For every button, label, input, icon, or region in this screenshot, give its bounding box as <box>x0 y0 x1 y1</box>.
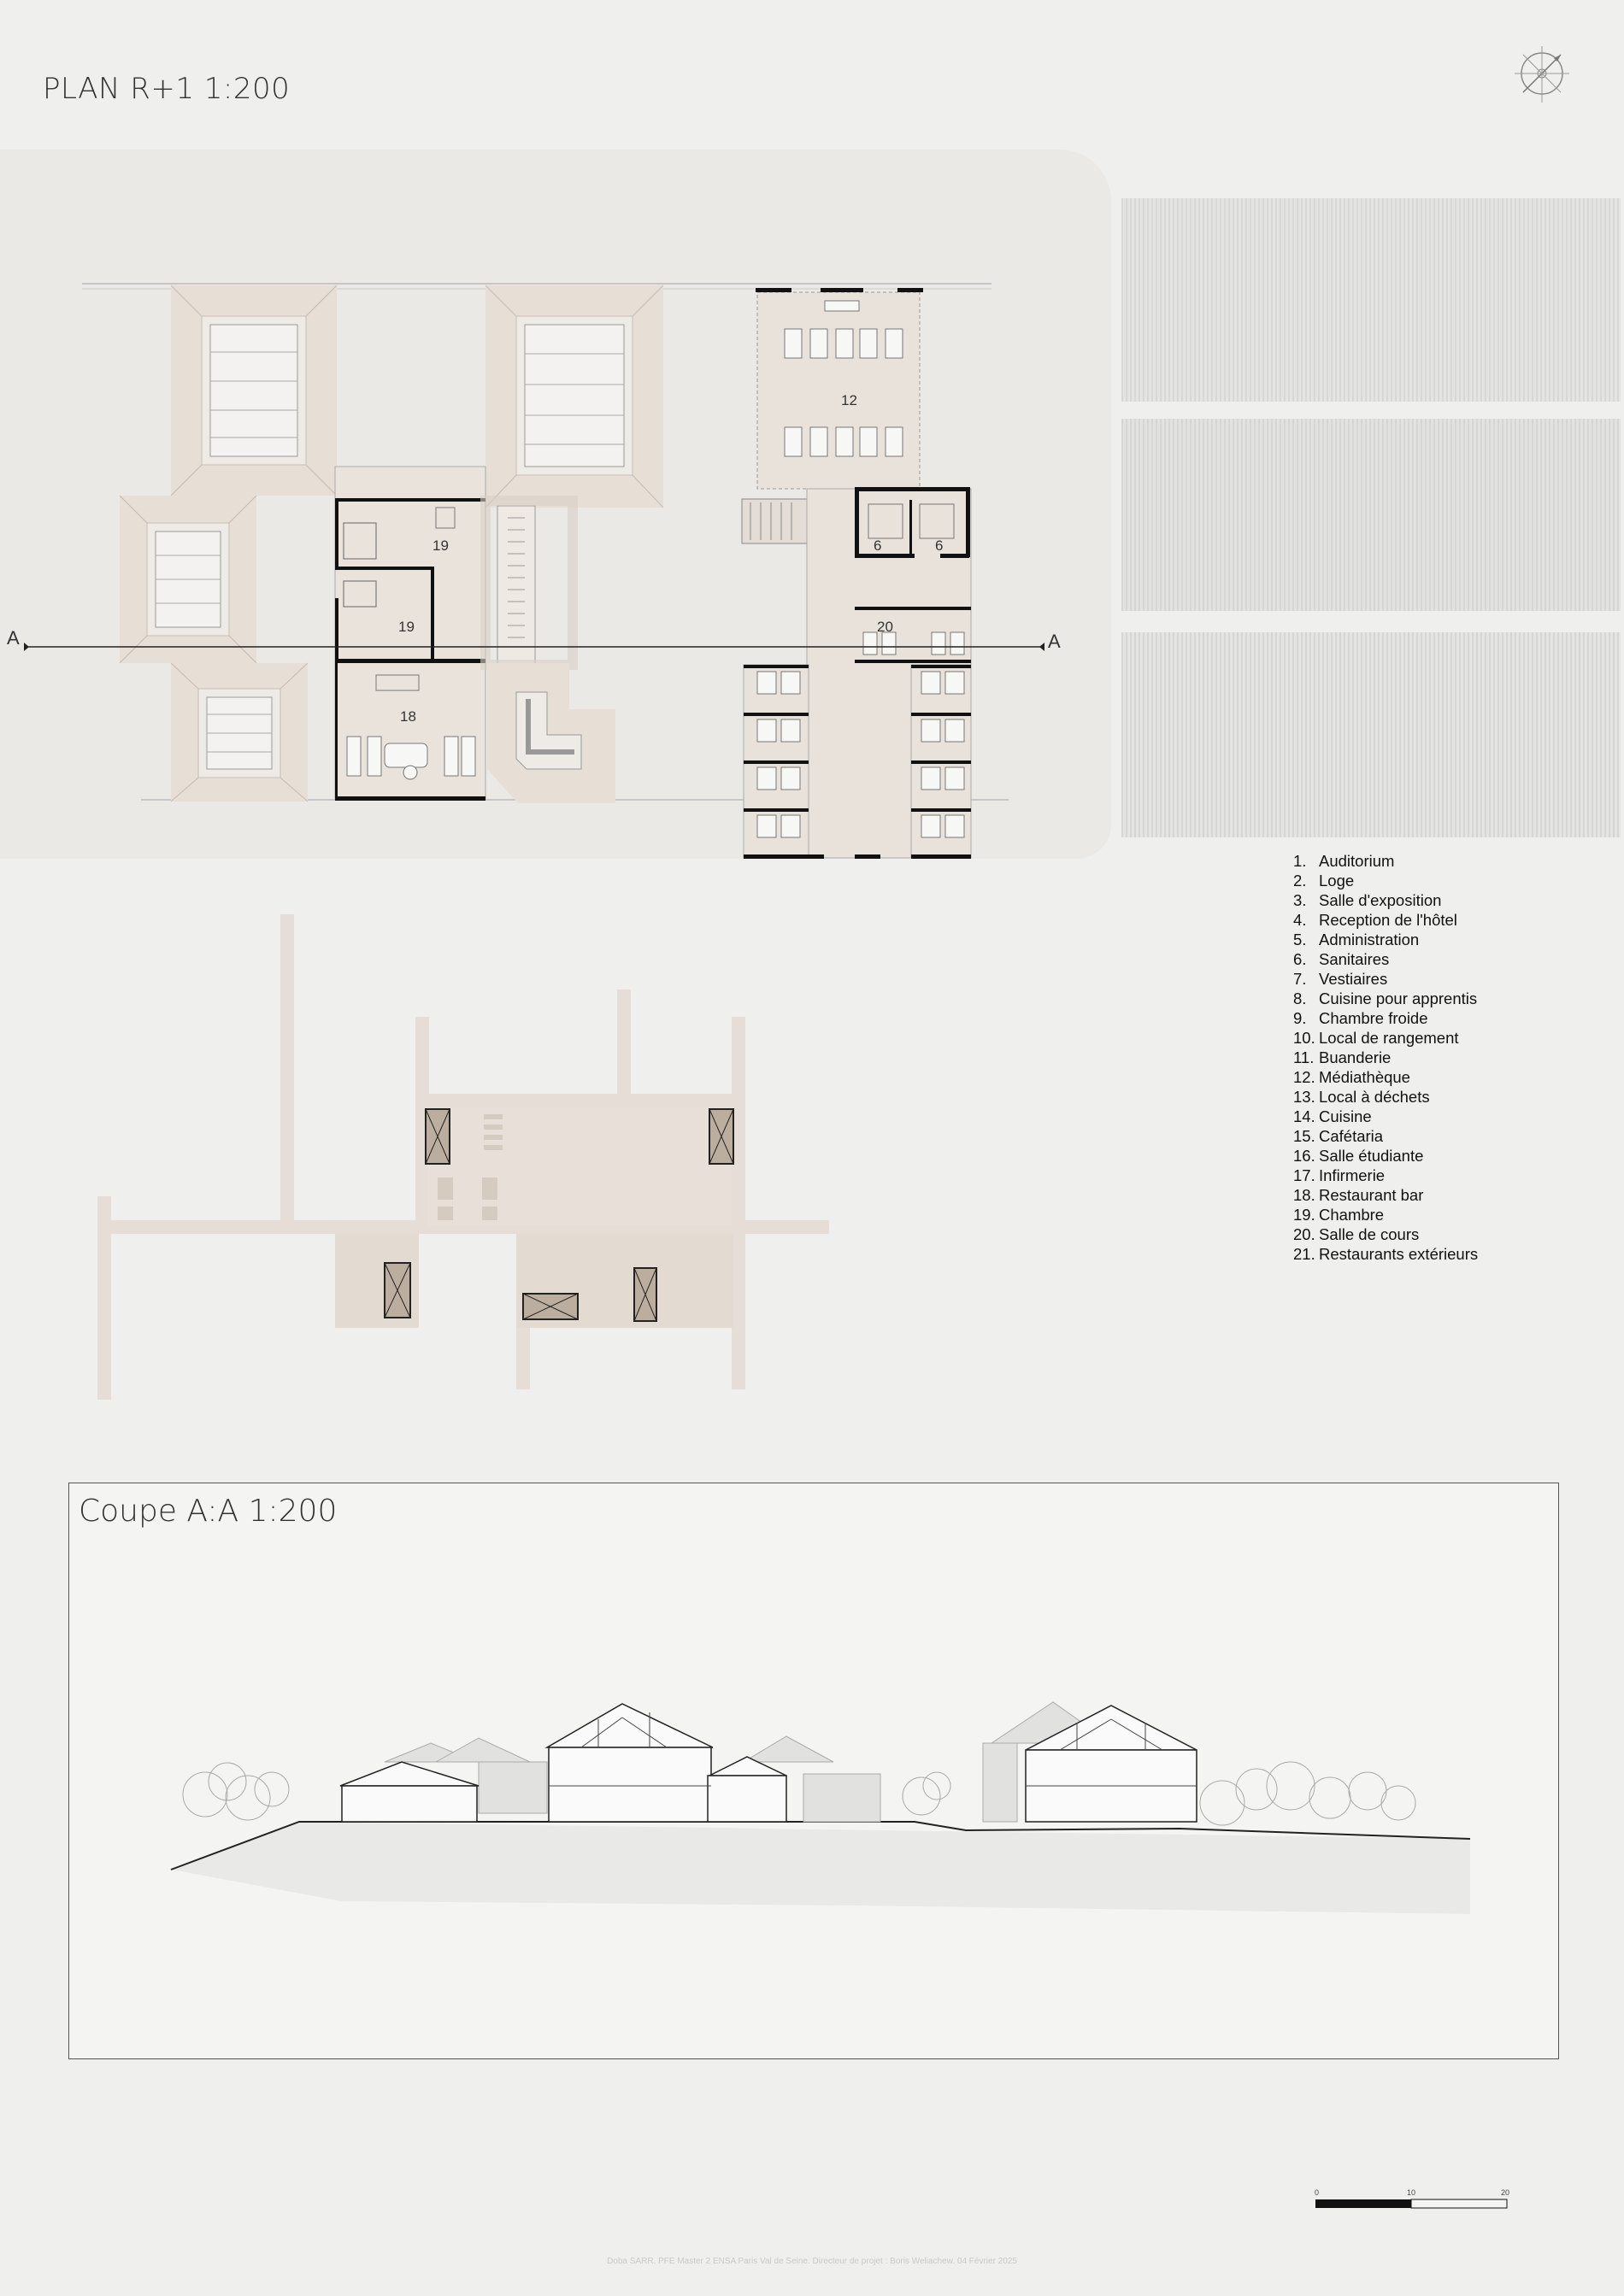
scale-tick-20: 20 <box>1501 2188 1510 2197</box>
section-marker-left: A <box>7 627 20 649</box>
roof-module-2 <box>485 285 663 508</box>
room-label-18: 18 <box>400 708 416 725</box>
texture-panel-middle <box>1121 419 1621 611</box>
legend-item: 13. Local à déchets <box>1293 1088 1430 1106</box>
legend-item: 5. Administration <box>1293 931 1420 948</box>
section-drawing <box>162 1675 1479 1940</box>
roof-module-4 <box>171 663 308 802</box>
legend-item: 7. Vestiaires <box>1293 970 1388 988</box>
walls-mediatheque <box>756 288 923 292</box>
legend-item: 11. Buanderie <box>1293 1048 1392 1066</box>
roof-module-3 <box>120 496 256 663</box>
credit-line: Doba SARR. PFE Master 2 ENSA Paris Val de Seine. Directeur de projet : Boris Weliachew. 04 Février 2025 <box>607 2257 1017 2266</box>
roof-module-1 <box>171 285 337 496</box>
legend-item: 12. Médiathèque <box>1293 1068 1410 1086</box>
legend-item: 3. Salle d'exposition <box>1293 891 1442 909</box>
floor-plan-r1 <box>0 273 1111 872</box>
legend-item: 20. Salle de cours <box>1293 1225 1420 1243</box>
room-label-6b: 6 <box>935 537 944 554</box>
legend-item: 10. Local de rangement <box>1293 1029 1459 1047</box>
legend-item: 1. Auditorium <box>1293 852 1395 870</box>
legend-item: 14. Cuisine <box>1293 1107 1372 1125</box>
legend-item: 19. Chambre <box>1293 1206 1385 1224</box>
legend-item: 4. Reception de l'hôtel <box>1293 911 1457 929</box>
room-label-19b: 19 <box>398 619 415 635</box>
legend-item: 6. Sanitaires <box>1293 950 1390 968</box>
scale-tick-10: 10 <box>1407 2188 1416 2197</box>
section-marker-right: A <box>1048 631 1061 652</box>
room-label-12: 12 <box>841 392 857 408</box>
room-label-20: 20 <box>877 619 893 635</box>
legend-item: 21. Restaurants extérieurs <box>1293 1245 1479 1263</box>
legend-item: 16. Salle étudiante <box>1293 1147 1424 1165</box>
legend-item: 2. Loge <box>1293 872 1355 890</box>
legend-item: 15. Cafétaria <box>1293 1127 1384 1145</box>
room-label-6a: 6 <box>874 537 882 554</box>
legend-item: 9. Chambre froide <box>1293 1009 1428 1027</box>
plan-title: PLAN R+1 1:200 <box>43 72 291 106</box>
north-arrow-icon <box>1511 41 1573 111</box>
legend-item: 8. Cuisine pour apprentis <box>1293 989 1478 1007</box>
texture-panel-bottom <box>1121 632 1621 837</box>
legend-item: 18. Restaurant bar <box>1293 1186 1424 1204</box>
site-plan <box>85 906 838 1410</box>
legend <box>1293 851 1478 1264</box>
texture-panel-top <box>1121 198 1621 402</box>
section-title: Coupe A:A 1:200 <box>79 1494 338 1529</box>
room-label-19a: 19 <box>432 537 449 554</box>
roof-module-5 <box>487 663 615 803</box>
scale-tick-0: 0 <box>1315 2188 1320 2197</box>
legend-item: 17. Infirmerie <box>1293 1166 1386 1184</box>
